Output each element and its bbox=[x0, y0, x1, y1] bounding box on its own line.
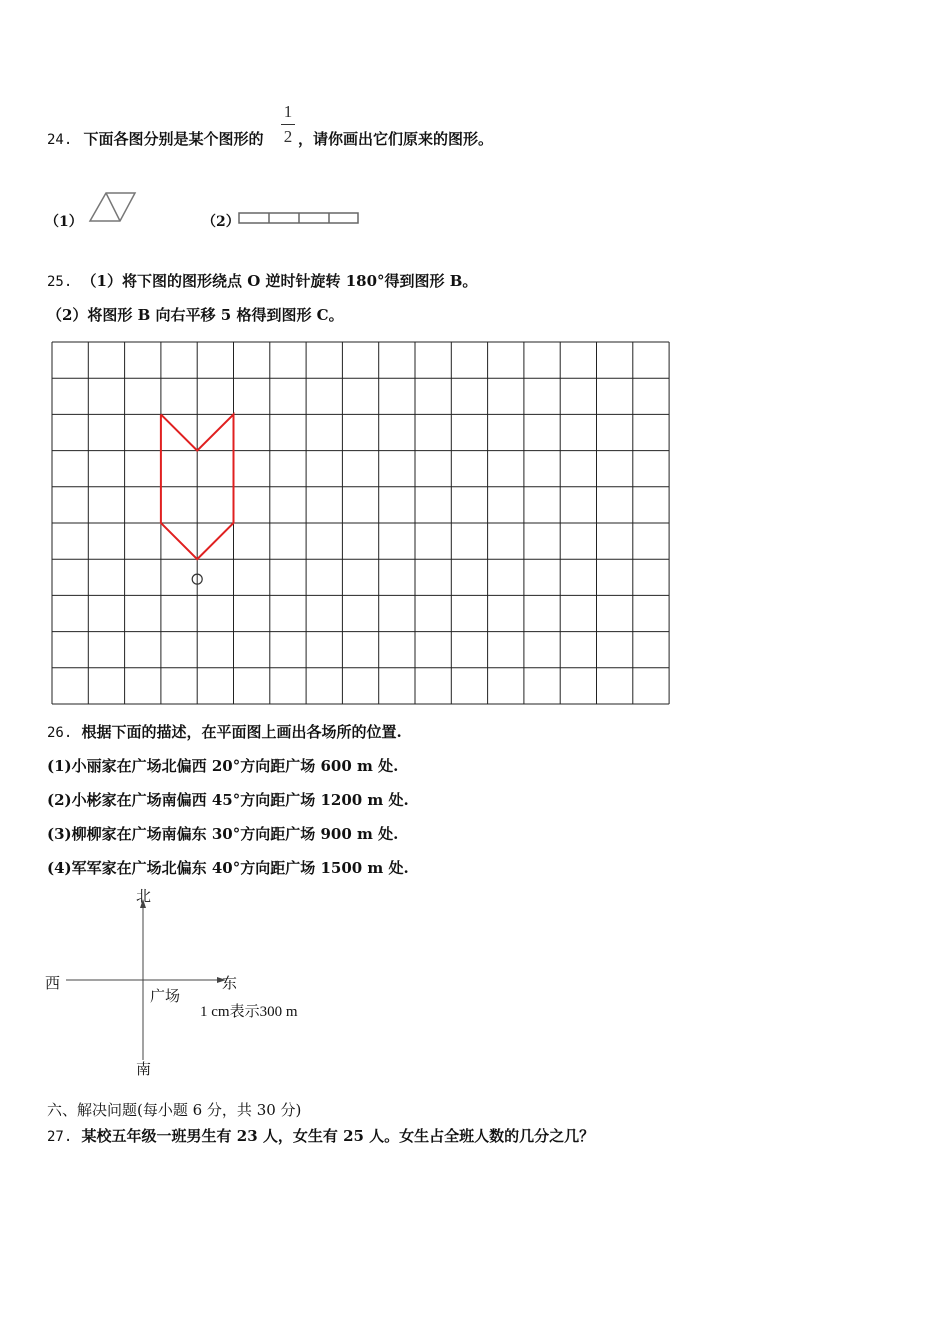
q24-text-after: ，请你画出它们原来的图形。 bbox=[298, 130, 494, 148]
compass-east-label: 东 bbox=[222, 976, 238, 992]
q24-label-2: （2） bbox=[202, 214, 240, 230]
q24-text bbox=[47, 128, 264, 149]
compass-south-label: 南 bbox=[136, 1062, 152, 1078]
q27-question: 某校五年级一班男生有 23 人，女生有 25 人。女生占全班人数的几分之几？ bbox=[81, 1127, 595, 1145]
q25-instruction-1: （1）将下图的图形绕点 O 逆时针旋转 180°得到图形 B。 bbox=[81, 272, 478, 290]
q26-item-3: (3)柳柳家在广场南偏东 30°方向距广场 900 m 处. bbox=[47, 825, 399, 843]
q24-number: 24. bbox=[47, 132, 73, 148]
q27-text bbox=[47, 1125, 594, 1146]
q25-grid bbox=[50, 340, 672, 708]
q26-item-1: (1)小丽家在广场北偏西 20°方向距广场 600 m 处. bbox=[47, 757, 399, 775]
q25-line1 bbox=[47, 270, 477, 291]
q26-item-4: (4)军军家在广场北偏东 40°方向距广场 1500 m 处. bbox=[47, 859, 409, 877]
compass-center-label: 广场 bbox=[150, 989, 181, 1005]
q24-fraction-numerator: 1 bbox=[283, 102, 293, 121]
q26-item-2: (2)小彬家在广场南偏西 45°方向距广场 1200 m 处. bbox=[47, 791, 409, 809]
q25-instruction-2: （2）将图形 B 向右平移 5 格得到图形 C。 bbox=[47, 306, 344, 324]
compass-north-label: 北 bbox=[136, 889, 152, 905]
q26-intro bbox=[47, 721, 402, 742]
q26-compass-axes bbox=[60, 895, 240, 1065]
q24-half-figure-2 bbox=[236, 210, 362, 228]
compass-scale-label: 1 cm表示300 m bbox=[200, 1004, 298, 1020]
q25-number: 25. bbox=[47, 274, 73, 290]
q24-half-figure-1 bbox=[86, 190, 140, 224]
q24-fraction bbox=[281, 102, 295, 147]
q24-label-1: （1） bbox=[45, 214, 83, 230]
compass-west-label: 西 bbox=[45, 976, 61, 992]
q26-number: 26. bbox=[47, 725, 73, 741]
q24-text-before: 下面各图分别是某个图形的 bbox=[83, 130, 264, 148]
q26-intro-text: 根据下面的描述，在平面图上画出各场所的位置. bbox=[81, 723, 402, 741]
q24-fraction-denominator: 2 bbox=[283, 127, 293, 146]
section6-title: 六、解决问题(每小题 6 分，共 30 分) bbox=[47, 1101, 302, 1119]
q27-number: 27. bbox=[47, 1129, 73, 1145]
